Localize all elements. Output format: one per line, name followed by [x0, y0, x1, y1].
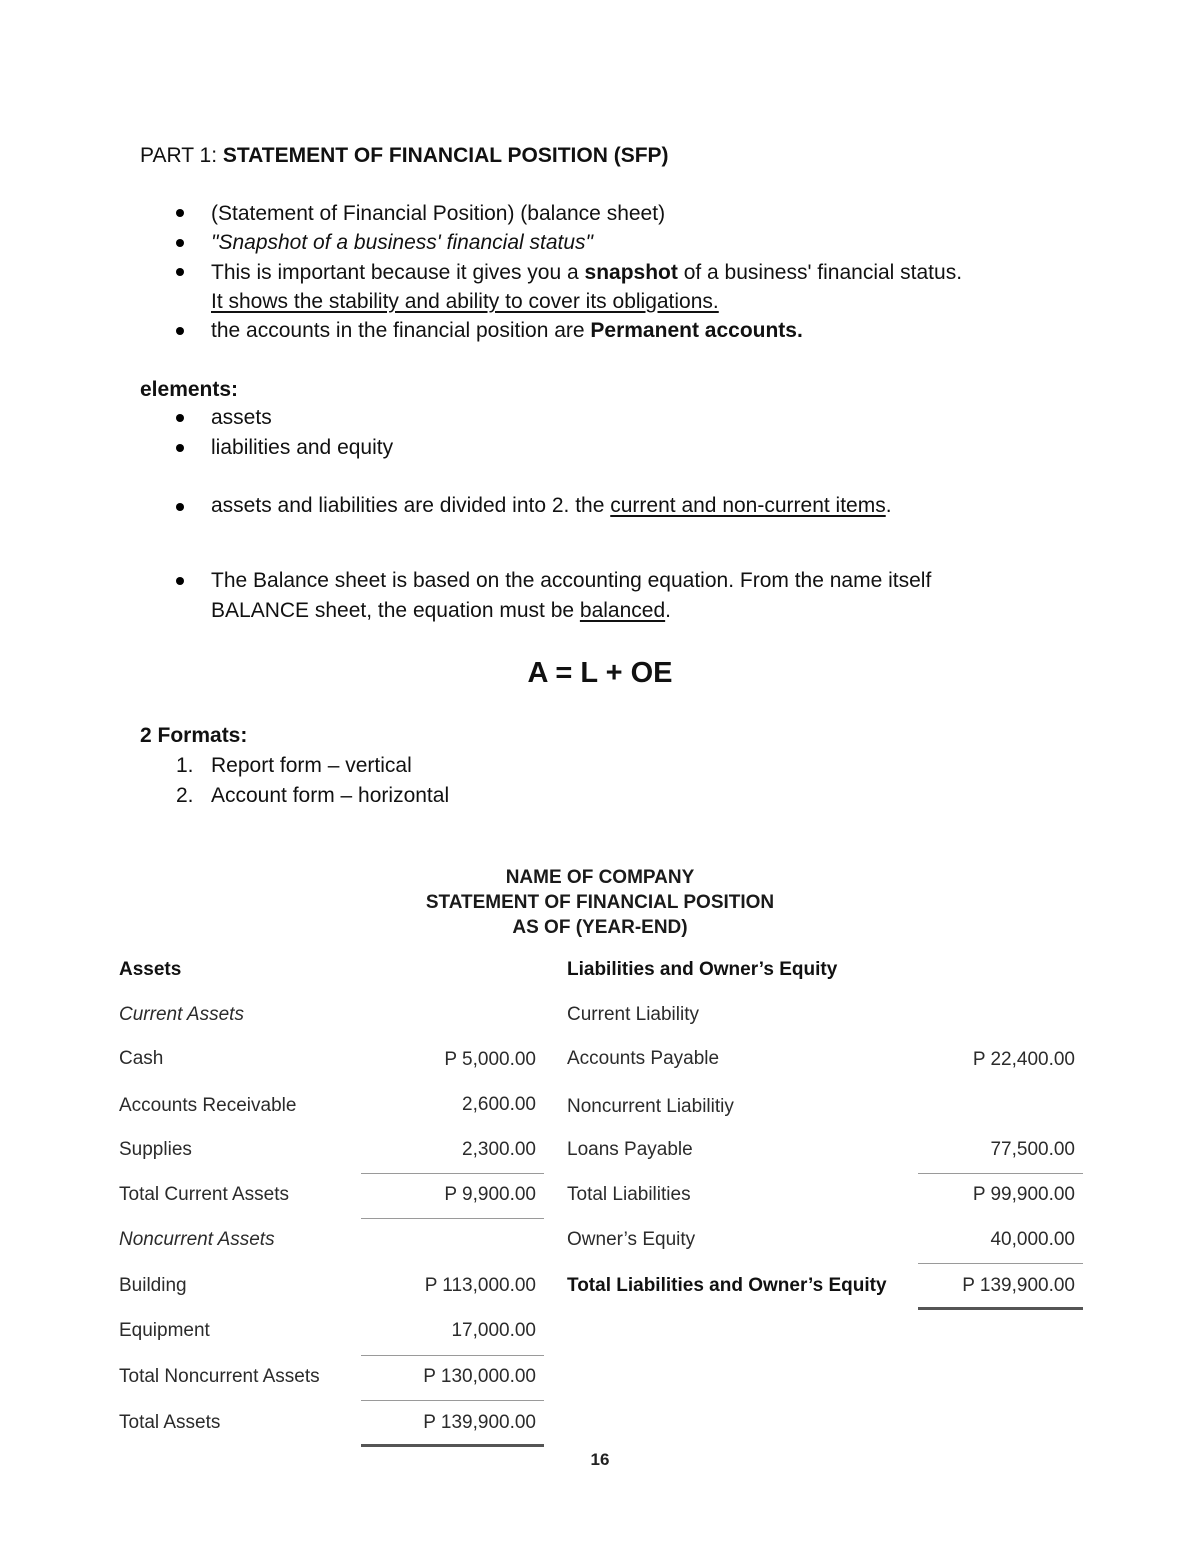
- format-item-report: Report form – vertical: [211, 754, 412, 777]
- formats-label: 2 Formats:: [140, 724, 248, 747]
- element-item-liabilities: liabilities and equity: [211, 436, 394, 459]
- loans-payable-amount: 77,500.00: [990, 1139, 1075, 1160]
- double-rule: [361, 1444, 544, 1447]
- equipment-label: Equipment: [119, 1320, 210, 1341]
- supplies-amount: 2,300.00: [462, 1139, 536, 1160]
- loans-payable-label: Loans Payable: [567, 1139, 693, 1160]
- balance-period: .: [665, 599, 671, 622]
- importance-underlined: It shows the stability and ability to cover its obligations.: [211, 290, 719, 313]
- rule: [361, 1400, 544, 1401]
- elements-label: elements:: [140, 378, 239, 401]
- total-current-assets-amount: P 9,900.00: [444, 1184, 536, 1205]
- ar-amount: 2,600.00: [462, 1094, 536, 1115]
- total-assets-amount: P 139,900.00: [423, 1412, 536, 1433]
- current-liability-label: Current Liability: [567, 1004, 699, 1025]
- accounts-payable-label: Accounts Payable: [567, 1048, 720, 1069]
- bullet-icon: [176, 444, 184, 452]
- total-liabilities-amount: P 99,900.00: [972, 1184, 1075, 1205]
- double-rule: [918, 1307, 1083, 1310]
- element-item-assets: assets: [211, 406, 272, 429]
- accounts-payable-amount: P 22,400.00: [972, 1049, 1075, 1070]
- building-label: Building: [119, 1275, 187, 1296]
- noncurrent-assets-label: Noncurrent Assets: [119, 1229, 275, 1250]
- total-liabilities-label: Total Liabilities: [567, 1184, 691, 1205]
- divided-text: assets and liabilities are divided into 2. the: [211, 494, 611, 517]
- statement-date: AS OF (YEAR-END): [512, 917, 688, 938]
- bullet-balance-line2: [211, 596, 671, 626]
- heading-prefix: PART 1:: [140, 144, 223, 167]
- bullet-balance-line1: The Balance sheet is based on the accounting equation. From the name itself: [211, 569, 932, 592]
- ar-label: Accounts Receivable: [119, 1095, 297, 1116]
- bullet-snapshot-quote: "Snapshot of a business' financial status": [211, 231, 593, 254]
- importance-text-end: of a business' financial status.: [677, 261, 963, 284]
- noncurrent-liability-label: Noncurrent Liabilitiy: [567, 1096, 734, 1117]
- format-item-account: Account form – horizontal: [211, 784, 450, 807]
- building-amount: P 113,000.00: [424, 1275, 536, 1296]
- equipment-amount: 17,000.00: [451, 1320, 536, 1341]
- bullet-sfp-aka: (Statement of Financial Position) (balance sheet): [211, 202, 666, 225]
- importance-text: This is important because it gives you a: [211, 261, 585, 284]
- bullet-divided: [211, 491, 892, 521]
- owners-equity-label: Owner’s Equity: [567, 1229, 696, 1250]
- statement-title: STATEMENT OF FINANCIAL POSITION: [425, 892, 775, 913]
- page-heading: [140, 141, 669, 171]
- bullet-importance: [211, 258, 962, 288]
- rule: [918, 1173, 1083, 1174]
- page-number: 16: [590, 1450, 610, 1469]
- total-noncurrent-assets-amount: P 130,000.00: [423, 1366, 536, 1387]
- heading-title: STATEMENT OF FINANCIAL POSITION (SFP): [222, 144, 669, 167]
- cash-amount: P 5,000.00: [444, 1049, 536, 1070]
- total-assets-label: Total Assets: [119, 1412, 221, 1433]
- rule: [361, 1355, 544, 1356]
- balance-text: BALANCE sheet, the equation must be: [211, 599, 580, 622]
- total-liabilities-equity-amount: P 139,900.00: [962, 1275, 1075, 1296]
- current-assets-label: Current Assets: [119, 1004, 244, 1025]
- statement-company: NAME OF COMPANY: [505, 867, 695, 888]
- divided-underlined: current and non-current items: [610, 494, 886, 517]
- bullet-icon: [176, 209, 184, 217]
- bullet-icon: [176, 268, 184, 276]
- bullet-icon: [176, 327, 184, 335]
- total-current-assets-label: Total Current Assets: [119, 1184, 290, 1205]
- bullet-icon: [176, 503, 184, 511]
- assets-heading: Assets: [119, 959, 182, 980]
- bullet-icon: [176, 577, 184, 585]
- owners-equity-amount: 40,000.00: [990, 1229, 1075, 1250]
- permanent-bold: Permanent accounts.: [590, 319, 803, 342]
- bullet-icon: [176, 414, 184, 422]
- balance-underlined: balanced: [579, 599, 666, 622]
- format-number-1: 1.: [176, 754, 194, 777]
- rule: [918, 1263, 1083, 1264]
- supplies-label: Supplies: [119, 1139, 192, 1160]
- accounting-equation: A = L + OE: [527, 657, 673, 689]
- divided-period: .: [885, 494, 892, 517]
- importance-bold: snapshot: [584, 261, 678, 284]
- total-noncurrent-assets-label: Total Noncurrent Assets: [119, 1366, 320, 1387]
- bullet-icon: [176, 239, 184, 247]
- permanent-text: the accounts in the financial position are: [211, 319, 591, 342]
- total-liabilities-equity-label: Total Liabilities and Owner’s Equity: [567, 1275, 887, 1296]
- rule: [361, 1173, 544, 1174]
- liabilities-heading: Liabilities and Owner’s Equity: [567, 959, 838, 980]
- format-number-2: 2.: [176, 784, 194, 807]
- bullet-permanent-accounts: [211, 316, 803, 346]
- rule: [361, 1218, 544, 1219]
- cash-label: Cash: [119, 1048, 164, 1069]
